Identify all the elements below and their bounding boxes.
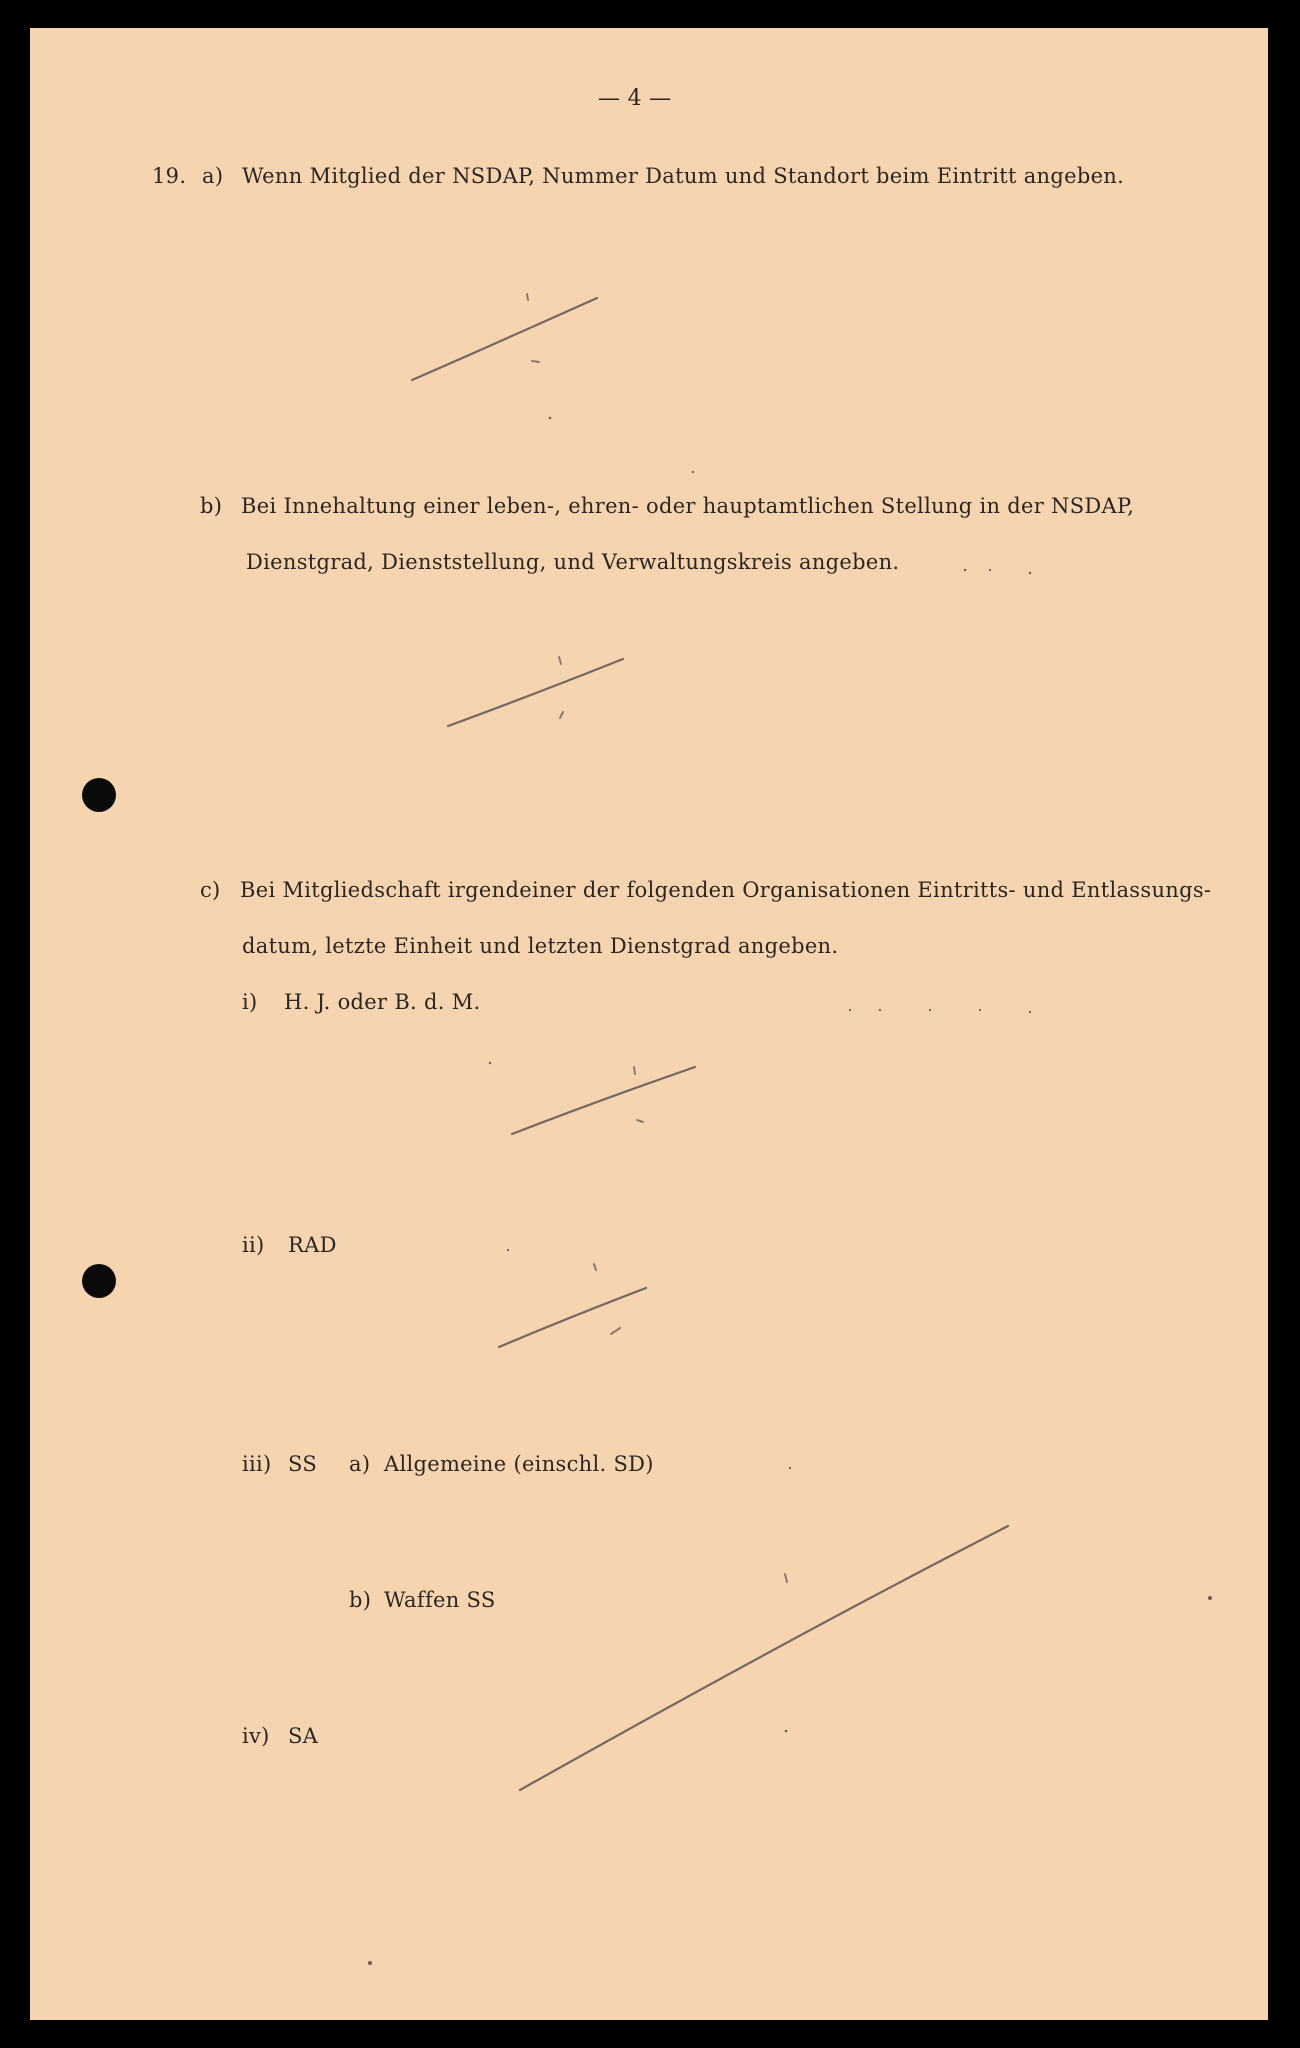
item-i-marker: i) (242, 990, 258, 1014)
q19c-marker: c) (200, 878, 221, 902)
item-iii-sub-b-marker: b) (349, 1588, 372, 1612)
pencil-dash-ss-sa (520, 1526, 1008, 1790)
document-page (30, 28, 1268, 2020)
pencil-dash-item-i (512, 1067, 695, 1134)
item-iii-label: SS (288, 1452, 318, 1476)
page-number: — 4 — (598, 86, 672, 111)
item-iii-marker: iii) (242, 1452, 272, 1476)
pencil-dash-19a (412, 298, 597, 380)
q19a-marker: a) (202, 164, 224, 188)
q19c-line2: datum, letzte Einheit und letzten Dienstgrad angeben. (242, 934, 839, 958)
pencil-dash-item-ii (499, 1288, 646, 1347)
item-iv-label: SA (288, 1724, 319, 1748)
pencil-dash-19b (448, 659, 623, 726)
pencil-marks (30, 28, 1268, 2020)
item-iii-sub-a-marker: a) (349, 1452, 371, 1476)
question-number: 19. (152, 164, 187, 188)
punch-hole-bottom (82, 1264, 116, 1298)
q19c-line1: Bei Mitgliedschaft irgendeiner der folgenden Organisationen Eintritts- und Entlassungs- (240, 878, 1212, 902)
item-iv-marker: iv) (242, 1724, 270, 1748)
q19b-line1: Bei Innehaltung einer leben-, ehren- oder hauptamtlichen Stellung in der NSDAP, (241, 494, 1135, 518)
item-iii-sub-b-label: Waffen SS (384, 1588, 496, 1612)
q19b-line2: Dienstgrad, Dienststellung, und Verwaltungskreis angeben. (246, 550, 900, 574)
q19a-text: Wenn Mitglied der NSDAP, Nummer Datum und Standort beim Eintritt angeben. (242, 164, 1125, 188)
item-ii-label: RAD (288, 1233, 337, 1257)
item-iii-sub-a-label: Allgemeine (einschl. SD) (384, 1452, 654, 1476)
item-i-label: H. J. oder B. d. M. (284, 990, 481, 1014)
punch-hole-top (82, 778, 116, 812)
q19b-marker: b) (200, 494, 223, 518)
item-ii-marker: ii) (242, 1233, 265, 1257)
